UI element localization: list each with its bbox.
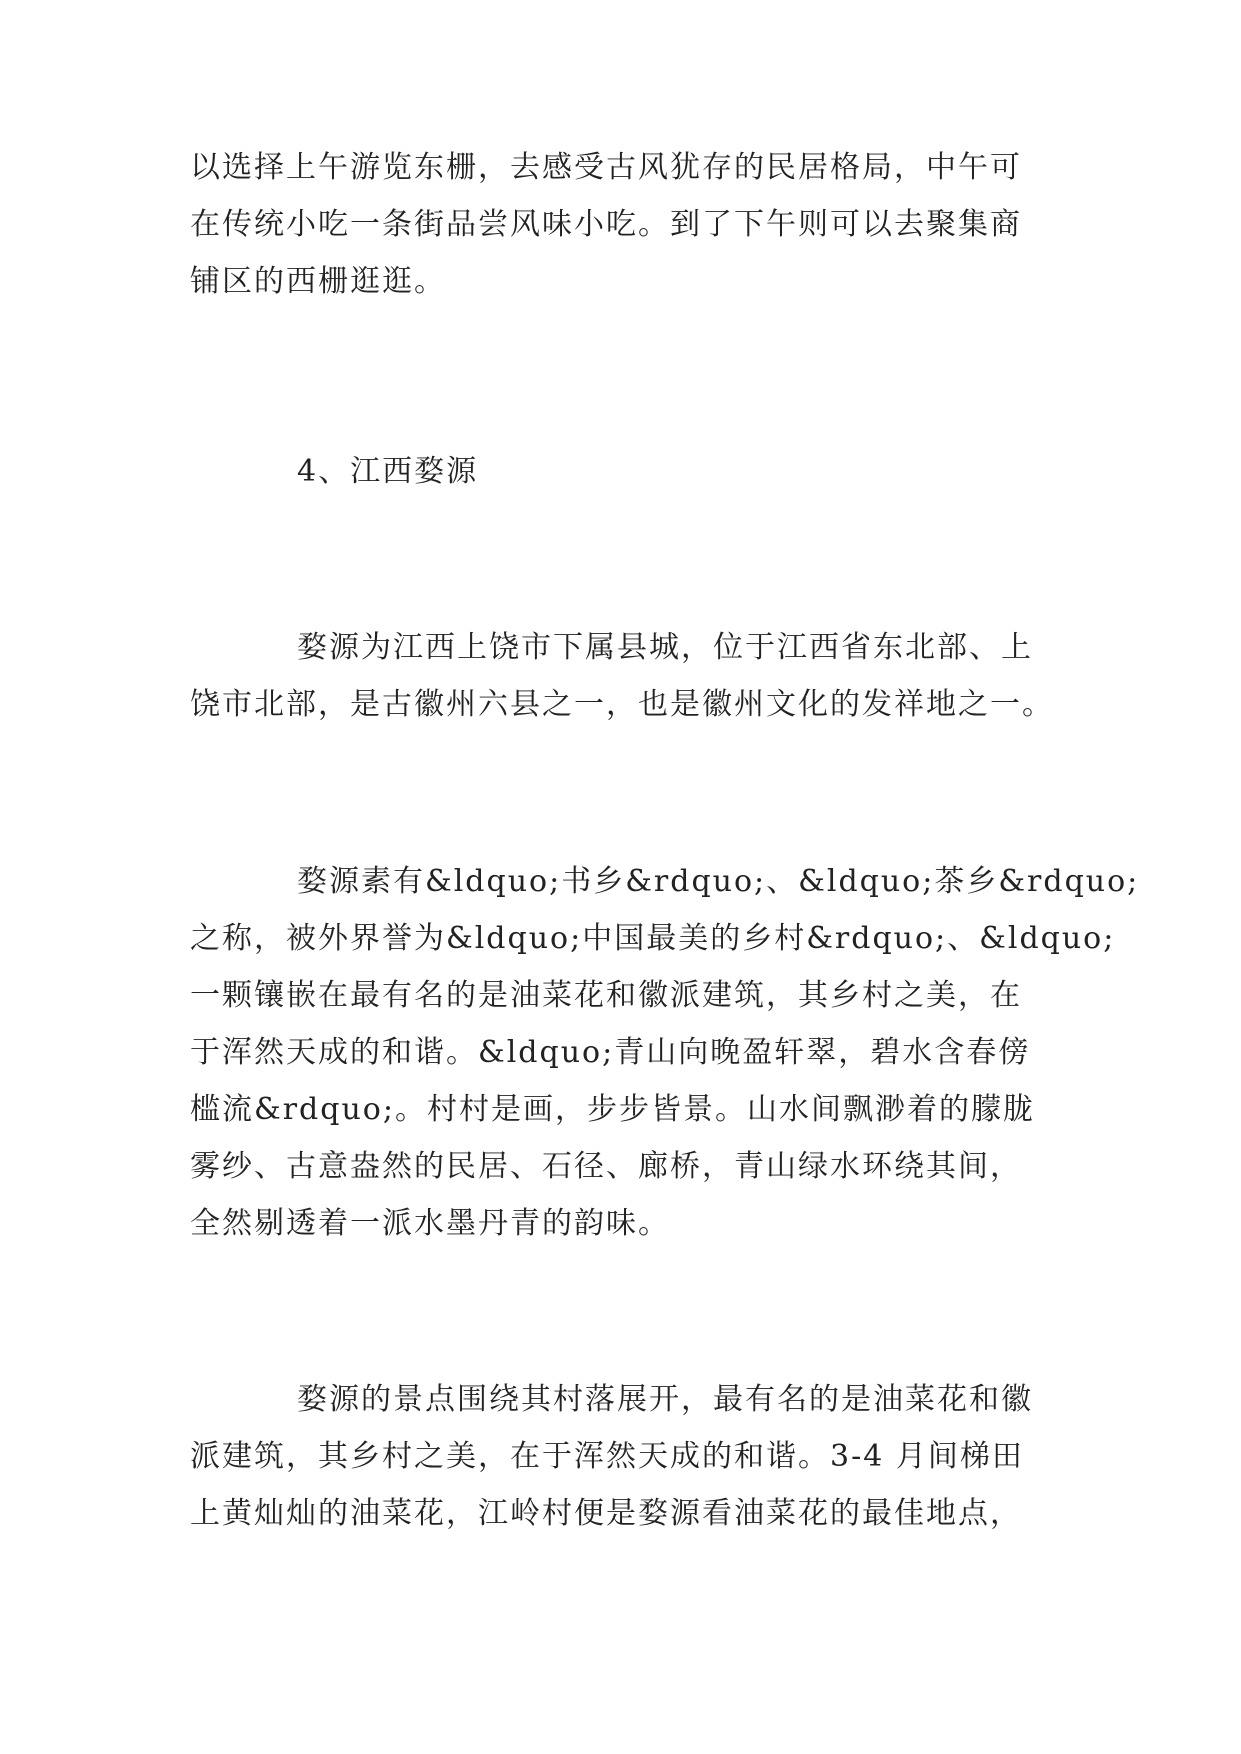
paragraph-line: 派建筑，其乡村之美，在于浑然天成的和谐。3-4 月间梯田 — [190, 1439, 1024, 1474]
paragraph-line: 雾纱、古意盎然的民居、石径、廊桥，青山绿水环绕其间， — [190, 1149, 1022, 1184]
paragraph-line: 之称，被外界誉为&ldquo;中国最美的乡村&rdquo;、&ldquo; — [190, 921, 1116, 956]
paragraph-line: 一颗镶嵌在最有名的是油菜花和徽派建筑，其乡村之美，在 — [190, 978, 1022, 1013]
paragraph-line: 以选择上午游览东栅，去感受古风犹存的民居格局，中午可 — [190, 150, 1022, 185]
section-heading: 4、江西婺源 — [297, 454, 479, 489]
paragraph-line: 全然剔透着一派水墨丹青的韵味。 — [190, 1206, 670, 1241]
paragraph-line: 婺源为江西上饶市下属县城，位于江西省东北部、上 — [297, 630, 1033, 665]
paragraph-line: 婺源的景点围绕其村落展开，最有名的是油菜花和徽 — [297, 1382, 1033, 1417]
paragraph-line: 铺区的西栅逛逛。 — [190, 264, 446, 299]
paragraph-line: 于浑然天成的和谐。&ldquo;青山向晚盈轩翠，碧水含春傍 — [190, 1035, 1031, 1070]
paragraph-line: 饶市北部，是古徽州六县之一，也是徽州文化的发祥地之一。 — [190, 687, 1054, 722]
paragraph-line: 在传统小吃一条街品尝风味小吃。到了下午则可以去聚集商 — [190, 207, 1022, 242]
paragraph-line: 上黄灿灿的油菜花，江岭村便是婺源看油菜花的最佳地点， — [190, 1496, 1022, 1531]
paragraph-line: 婺源素有&ldquo;书乡&rdquo;、&ldquo;茶乡&rdquo; — [297, 864, 1140, 899]
paragraph-line: 槛流&rdquo;。村村是画，步步皆景。山水间飘渺着的朦胧 — [190, 1092, 1035, 1127]
